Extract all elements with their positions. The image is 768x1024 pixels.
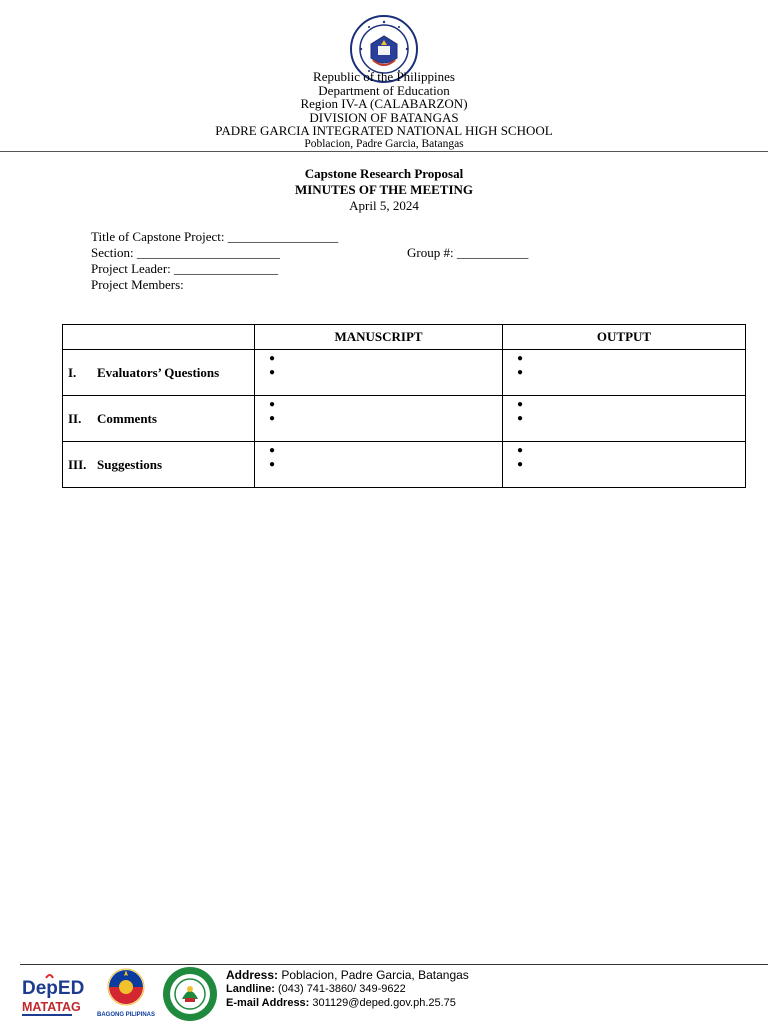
table-row xyxy=(63,350,746,396)
letterhead-line: Region IV-A (CALABARZON) xyxy=(300,96,468,111)
bullet: ● xyxy=(269,367,276,378)
bullet: ● xyxy=(269,413,276,424)
field-group[interactable]: Group #: ___________ xyxy=(407,245,529,260)
output-cell[interactable] xyxy=(503,350,746,396)
letterhead xyxy=(0,70,768,151)
bullet: ● xyxy=(269,445,276,456)
doc-date: April 5, 2024 xyxy=(349,198,419,213)
doc-subtitle: MINUTES OF THE MEETING xyxy=(294,182,474,197)
footer-address-line: Address: Poblacion, Padre Garcia, Batangas xyxy=(226,968,469,982)
field-members[interactable]: Project Members: xyxy=(91,277,184,292)
footer-divider xyxy=(20,964,768,965)
bagong-logo-text: BAGONG PILIPINAS xyxy=(96,1012,156,1018)
bullet: ● xyxy=(269,353,276,364)
output-cell[interactable] xyxy=(503,396,746,442)
letterhead-line: DIVISION OF BATANGAS xyxy=(309,109,459,125)
output-cell[interactable] xyxy=(503,442,746,488)
footer-contact xyxy=(226,968,469,1010)
table-row xyxy=(63,442,746,488)
table-row xyxy=(63,396,746,442)
letterhead-line: Department of Education xyxy=(318,82,450,98)
field-title[interactable]: Title of Capstone Project: _________________ xyxy=(91,229,339,244)
bagong-pilipinas-logo xyxy=(95,966,157,1018)
manuscript-cell[interactable] xyxy=(255,442,503,488)
bullet: ● xyxy=(269,399,276,410)
deped-matatag-logo xyxy=(20,972,90,1020)
bullet: ● xyxy=(517,459,524,470)
row-label: II. Comments xyxy=(63,396,255,442)
manuscript-cell[interactable] xyxy=(255,396,503,442)
bullet: ● xyxy=(517,367,524,378)
field-section[interactable]: Section: ______________________ xyxy=(91,245,280,260)
letterhead-address: Poblacion, Padre Garcia, Batangas xyxy=(304,137,464,150)
row-label: I. Evaluators’ Questions xyxy=(63,350,255,396)
school-seal-icon xyxy=(161,965,219,1023)
footer-landline-line: Landline: (043) 741-3860/ 349-9622 xyxy=(226,983,406,995)
table-header xyxy=(63,325,255,350)
deped-logo-text: DepED xyxy=(22,978,85,999)
header-divider xyxy=(0,151,768,152)
doc-title: Capstone Research Proposal xyxy=(304,166,464,181)
bullet: ● xyxy=(517,445,524,456)
table-header-manuscript: MANUSCRIPT xyxy=(255,325,503,350)
minutes-table xyxy=(62,324,746,488)
table-header-row xyxy=(63,325,746,350)
letterhead-school: PADRE GARCIA INTEGRATED NATIONAL HIGH SCHOOL xyxy=(215,123,553,138)
bullet: ● xyxy=(269,459,276,470)
document-titles xyxy=(0,166,768,214)
row-label: III. Suggestions xyxy=(63,442,255,488)
manuscript-cell[interactable] xyxy=(255,350,503,396)
table-header-output: OUTPUT xyxy=(503,325,746,350)
bullet: ● xyxy=(517,413,524,424)
bullet: ● xyxy=(517,353,524,364)
matatag-logo-text: MATATAG xyxy=(22,1000,81,1014)
footer-email-link[interactable]: 301129@deped.gov.ph.25.75 xyxy=(312,997,456,1009)
footer-email-line: E-mail Address: 301129@deped.gov.ph.25.75 xyxy=(226,997,456,1009)
project-fields xyxy=(91,229,338,293)
letterhead-line: Republic of the Philippines xyxy=(313,69,455,84)
field-leader[interactable]: Project Leader: ________________ xyxy=(91,261,279,276)
bullet: ● xyxy=(517,399,524,410)
